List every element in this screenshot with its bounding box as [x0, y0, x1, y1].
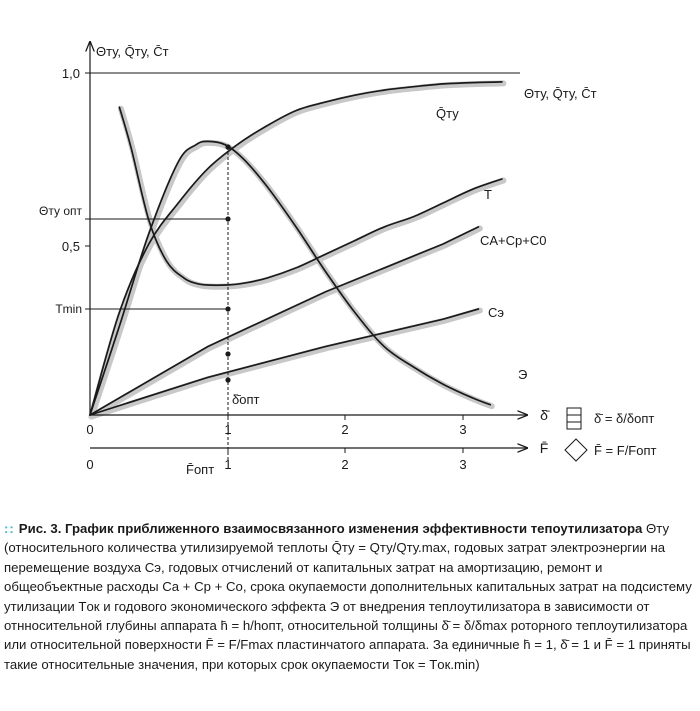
y-axis-label: Θту, Q̄ту, C̄т [96, 44, 169, 59]
label-ce-series: Cэ [488, 305, 505, 320]
curve-qty [90, 141, 490, 415]
legend-F-icon [565, 439, 587, 461]
marker-tmin [225, 306, 230, 311]
curve-ce-shadow [92, 311, 480, 417]
x-tick-label-F-2: 2 [341, 457, 349, 472]
marker-ca-cp-c0 [225, 351, 230, 356]
x-tick-label-F-1: 1 [224, 457, 232, 472]
x-axis-F-label: F̄ [539, 440, 549, 456]
delta-opt-label: δ̄опт [232, 392, 260, 407]
x-tick-label-delta-1: 1 [224, 422, 232, 437]
curve-shadows [92, 83, 504, 416]
legend-delta-icon [567, 408, 581, 429]
legend-F [565, 439, 657, 461]
label-economic-effect: Э [518, 367, 528, 382]
curve-t [119, 107, 502, 285]
x-tick-label-delta-3: 3 [459, 422, 467, 437]
x-tick-label-delta-2: 2 [341, 422, 349, 437]
label-ca-series: CA+Cp+C0 [480, 233, 547, 248]
y-tick-label-05: 0,5 [61, 239, 80, 254]
caption-title: Рис. 3. График приближенного взаимосвязанного изменения эффективности тепоутилизатора [18, 521, 643, 536]
curve-ca-cp-c0-shadow [92, 228, 480, 416]
y-label-theta-opt: Θту опт [39, 204, 82, 218]
label-qty-series: Q̄ту [436, 106, 459, 121]
x-axis-delta-label: δ̄ [540, 407, 548, 423]
caption-body: Θту (относительного количества утилизируемой теплоты Q̄ту = Qту/Qту.max, годовых затрат электроэнергии на перемещение воздуха Cэ, годовых отчислений от капитальных затрат на амортизацию, ремонт и общеобъектные расходы Cа + Cр + Cо, срока окупаемости дополнительных капитальных затрат на подсистему утилизации Tок и годового экономического эффекта Э от внедрения теплоутилизатора в зависимости от отнносительной глубины аппарата h̄ = h/hопт, относительной толщины δ̄ = δ/δmax роторного теплоутилизатора или относительной поверхности F̄ = F/Fmax пластинчатого аппарата. За единичные h̄ = 1, δ̄ = 1 и F̄ = 1 приняты такие относительные значения, при которых срок окупаемости Tок = Tок.min) [4, 521, 692, 672]
x-tick-label-F-0: 0 [86, 457, 94, 472]
curve-qty-shadow [92, 143, 492, 417]
x-tick-label-delta-0: 0 [86, 422, 94, 437]
y-label-tmin: Tmin [55, 302, 82, 316]
x-tick-label-F-3: 3 [459, 457, 467, 472]
label-t-series: T [484, 187, 492, 202]
y-tick-label-1: 1,0 [61, 66, 80, 81]
marker-theta-opt [225, 216, 230, 221]
legend-F-text: F̄ = F/Fопт [594, 443, 657, 458]
legend-delta-text: δ̄ = δ/δопт [594, 411, 655, 426]
marker-ce [225, 377, 230, 382]
label-theta-series: Θту, Q̄ту, C̄т [524, 86, 597, 101]
legend-delta [567, 408, 654, 429]
caption-bullet: :: [4, 521, 15, 536]
marker-qty-peak [225, 144, 230, 149]
figure-caption [4, 519, 696, 674]
F-opt-label: F̄опт [186, 462, 215, 477]
